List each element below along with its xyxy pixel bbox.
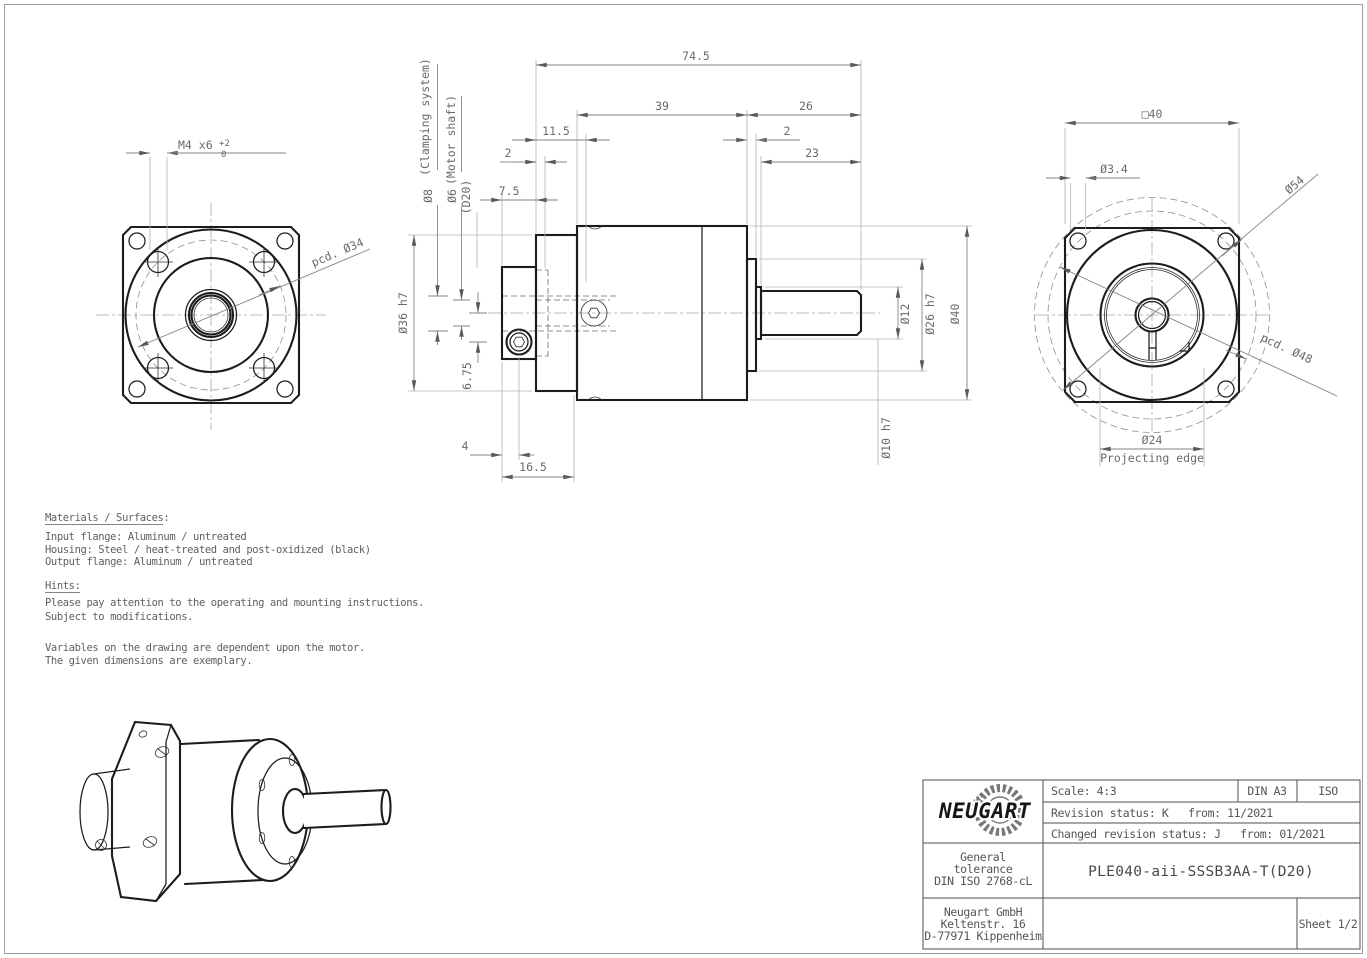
dim-pilot-length: 11.5 xyxy=(542,124,570,138)
materials-line-1: Input flange: Aluminum / untreated xyxy=(45,531,247,543)
notes xyxy=(45,512,424,667)
dim-shaft-length: 23 xyxy=(805,146,819,160)
dim-edge-right: 2 xyxy=(783,124,791,138)
dim-shaft-dia: Ø10 h7 xyxy=(879,417,893,459)
label-motor-shaft: (Motor shaft) xyxy=(444,94,458,186)
tolerance-line-2: tolerance xyxy=(953,862,1013,876)
front-view xyxy=(96,138,370,430)
neugart-logo xyxy=(938,788,1032,832)
variables-line-2: The given dimensions are exemplary. xyxy=(45,655,253,667)
dim-pcd34: pcd. Ø34 xyxy=(309,235,366,270)
dim-collar-total: 16.5 xyxy=(519,460,547,474)
dim-m4-tol-sup: +2 xyxy=(219,139,230,149)
dim-motor-dia: Ø6 xyxy=(445,189,459,203)
hints-title: Hints: xyxy=(45,580,81,592)
dim-housing-dia: Ø40 xyxy=(948,303,962,325)
rear-view xyxy=(1035,107,1338,466)
tolerance-line-1: General xyxy=(960,850,1006,864)
dim-m4-thread: M4 x6 xyxy=(178,138,213,152)
company-line-3: D-77971 Kippenheim xyxy=(924,929,1042,943)
materials-line-3: Output flange: Aluminum / untreated xyxy=(45,556,253,568)
dim-pilot-dia: Ø36 h7 xyxy=(396,292,410,334)
dim-corner-hole-dia: Ø3.4 xyxy=(1100,162,1128,176)
dim-pcd48: pcd. Ø48 xyxy=(1258,330,1315,367)
materials-title: Materials / Surfaces: xyxy=(45,512,170,524)
changed-revision-status: Changed revision status: J from: 01/2021 xyxy=(1051,827,1325,841)
variables-line-1: Variables on the drawing are dependent upon the motor. xyxy=(45,642,365,654)
revision-status: Revision status: K from: 11/2021 xyxy=(1051,806,1273,820)
company-line-2: Keltenstr. 16 xyxy=(940,917,1026,931)
materials-line-2: Housing: Steel / heat-treated and post-oxidized (black) xyxy=(45,544,371,556)
dim-collar-length: 7.5 xyxy=(498,184,520,198)
label-clamping-system: (Clamping system) xyxy=(418,58,432,176)
dim-projecting-edge-dia: Ø24 xyxy=(1141,433,1163,447)
title-block xyxy=(923,780,1360,949)
side-view xyxy=(396,49,972,482)
company-line-1: Neugart GmbH xyxy=(943,905,1023,919)
part-number: PLE040-aii-SSSB3AA-T(D20) xyxy=(1088,864,1314,880)
dim-outer-dia: Ø54 xyxy=(1281,172,1307,197)
tolerance-line-3: DIN ISO 2768-cL xyxy=(934,874,1032,888)
label-motor-option: (D20) xyxy=(459,179,473,215)
logo-text: NEUGART xyxy=(938,799,1032,823)
dim-output-length: 26 xyxy=(799,99,813,113)
hints-line-1: Please pay attention to the operating and mounting instructions. xyxy=(45,597,424,609)
dim-housing-length: 39 xyxy=(655,99,669,113)
dim-screw-offset: 6.75 xyxy=(460,362,474,390)
hints-line-2: Subject to modifications. xyxy=(45,611,194,623)
scale-value: Scale: 4:3 xyxy=(1051,784,1117,798)
dim-m4-tol-sub: 0 xyxy=(221,150,227,160)
label-projecting-edge: Projecting edge xyxy=(1100,451,1204,465)
dim-square-flange: □40 xyxy=(1141,107,1163,121)
dim-edge-left: 2 xyxy=(504,146,512,160)
isometric-view xyxy=(80,722,391,901)
standard-value: ISO xyxy=(1318,784,1338,798)
dim-screw-position: 4 xyxy=(461,439,469,453)
dim-overall-length: 74.5 xyxy=(682,49,710,63)
dim-output-pilot-dia: Ø26 h7 xyxy=(923,293,937,335)
dim-clamping-dia: Ø8 xyxy=(421,189,435,203)
sheet-number: Sheet 1/2 xyxy=(1298,917,1358,931)
dim-step-dia: Ø12 xyxy=(898,303,912,325)
format-value: DIN A3 xyxy=(1247,784,1287,798)
